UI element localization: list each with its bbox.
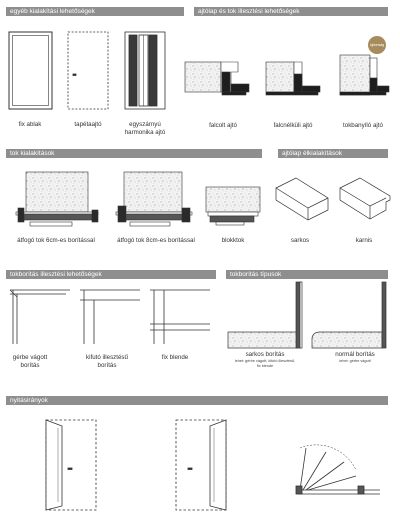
caption-wraparound-8cm: átfogó tok 8cm-es borítással <box>117 237 195 244</box>
section-header-trim-types: tokborítás típusok <box>226 270 388 279</box>
caption-folding-door-line2: harmonika ajtó <box>124 129 166 136</box>
inset-door-drawing <box>340 55 389 95</box>
section-header-opening: nyitásirányok <box>6 396 388 405</box>
caption-folding-door-line1: egyszárnyú <box>129 121 161 128</box>
square-edge-drawing <box>276 178 328 220</box>
cornice-edge-drawing <box>340 178 390 219</box>
block-frame-drawing <box>206 187 260 225</box>
normal-trim-drawing <box>312 282 386 348</box>
note-corner-trim-line1: lehet: gérbe vágott, kifutó illesztésű, <box>234 359 296 363</box>
folding-door-drawing <box>125 32 165 109</box>
wraparound-frame-8cm-drawing <box>116 172 192 226</box>
caption-corner-trim: sarkos borítás <box>245 351 285 358</box>
rebated-door-drawing <box>185 62 249 95</box>
caption-square-edge: sarkos <box>290 237 310 244</box>
section-header-frame: tok kialakítások <box>6 149 262 158</box>
door-right-opening-drawing <box>176 420 226 510</box>
caption-block-frame: blokktok <box>221 237 245 244</box>
caption-fixed-blende: fix blende <box>161 354 189 361</box>
caption-fix-window: fix ablak <box>18 121 42 128</box>
caption-cornice-edge: karnis <box>355 237 373 244</box>
caption-inset-door: tokbanyíló ajtó <box>343 122 383 129</box>
mitred-trim-drawing <box>10 290 70 344</box>
swing-plan-drawing <box>296 445 380 494</box>
caption-wallpaper-door: tapétaajtó <box>74 121 102 128</box>
caption-rebated-door: falcolt ajtó <box>209 122 237 129</box>
section-header-installation: egyéb kialakítási lehetőségek <box>6 7 184 16</box>
new-badge: újdonság <box>368 36 386 54</box>
flush-door-drawing <box>266 62 320 95</box>
caption-normal-trim: normál borítás <box>335 351 375 358</box>
section-header-trim-fitting: tokborítás illesztési lehetőségek <box>6 270 216 279</box>
caption-mitred-line2: borítás <box>20 362 40 369</box>
note-normal-trim-line1: lehet: gérbe vágott <box>339 359 371 363</box>
door-left-opening-drawing <box>46 420 96 510</box>
fixed-blende-drawing <box>150 290 210 344</box>
overlap-trim-drawing <box>80 290 140 344</box>
caption-flush-door: falcnélküli ajtó <box>273 122 313 129</box>
corner-trim-drawing <box>228 282 302 348</box>
fix-window-drawing <box>9 32 52 109</box>
section-header-fitting: ajtólap és tok illesztési lehetőségek <box>194 7 388 16</box>
caption-mitred-line1: gérbe vágott <box>12 354 48 361</box>
note-corner-trim-line2: fix blende <box>256 364 274 368</box>
wallpaper-door-drawing <box>68 32 108 109</box>
caption-wraparound-6cm: átfogó tok 6cm-es borítással <box>17 237 95 244</box>
caption-overlap-line1: kifutó illesztésű <box>86 354 128 361</box>
section-header-edge: ajtólap élkialakítások <box>278 149 388 158</box>
wraparound-frame-6cm-drawing <box>16 172 98 226</box>
caption-overlap-line2: borítás <box>97 362 117 369</box>
